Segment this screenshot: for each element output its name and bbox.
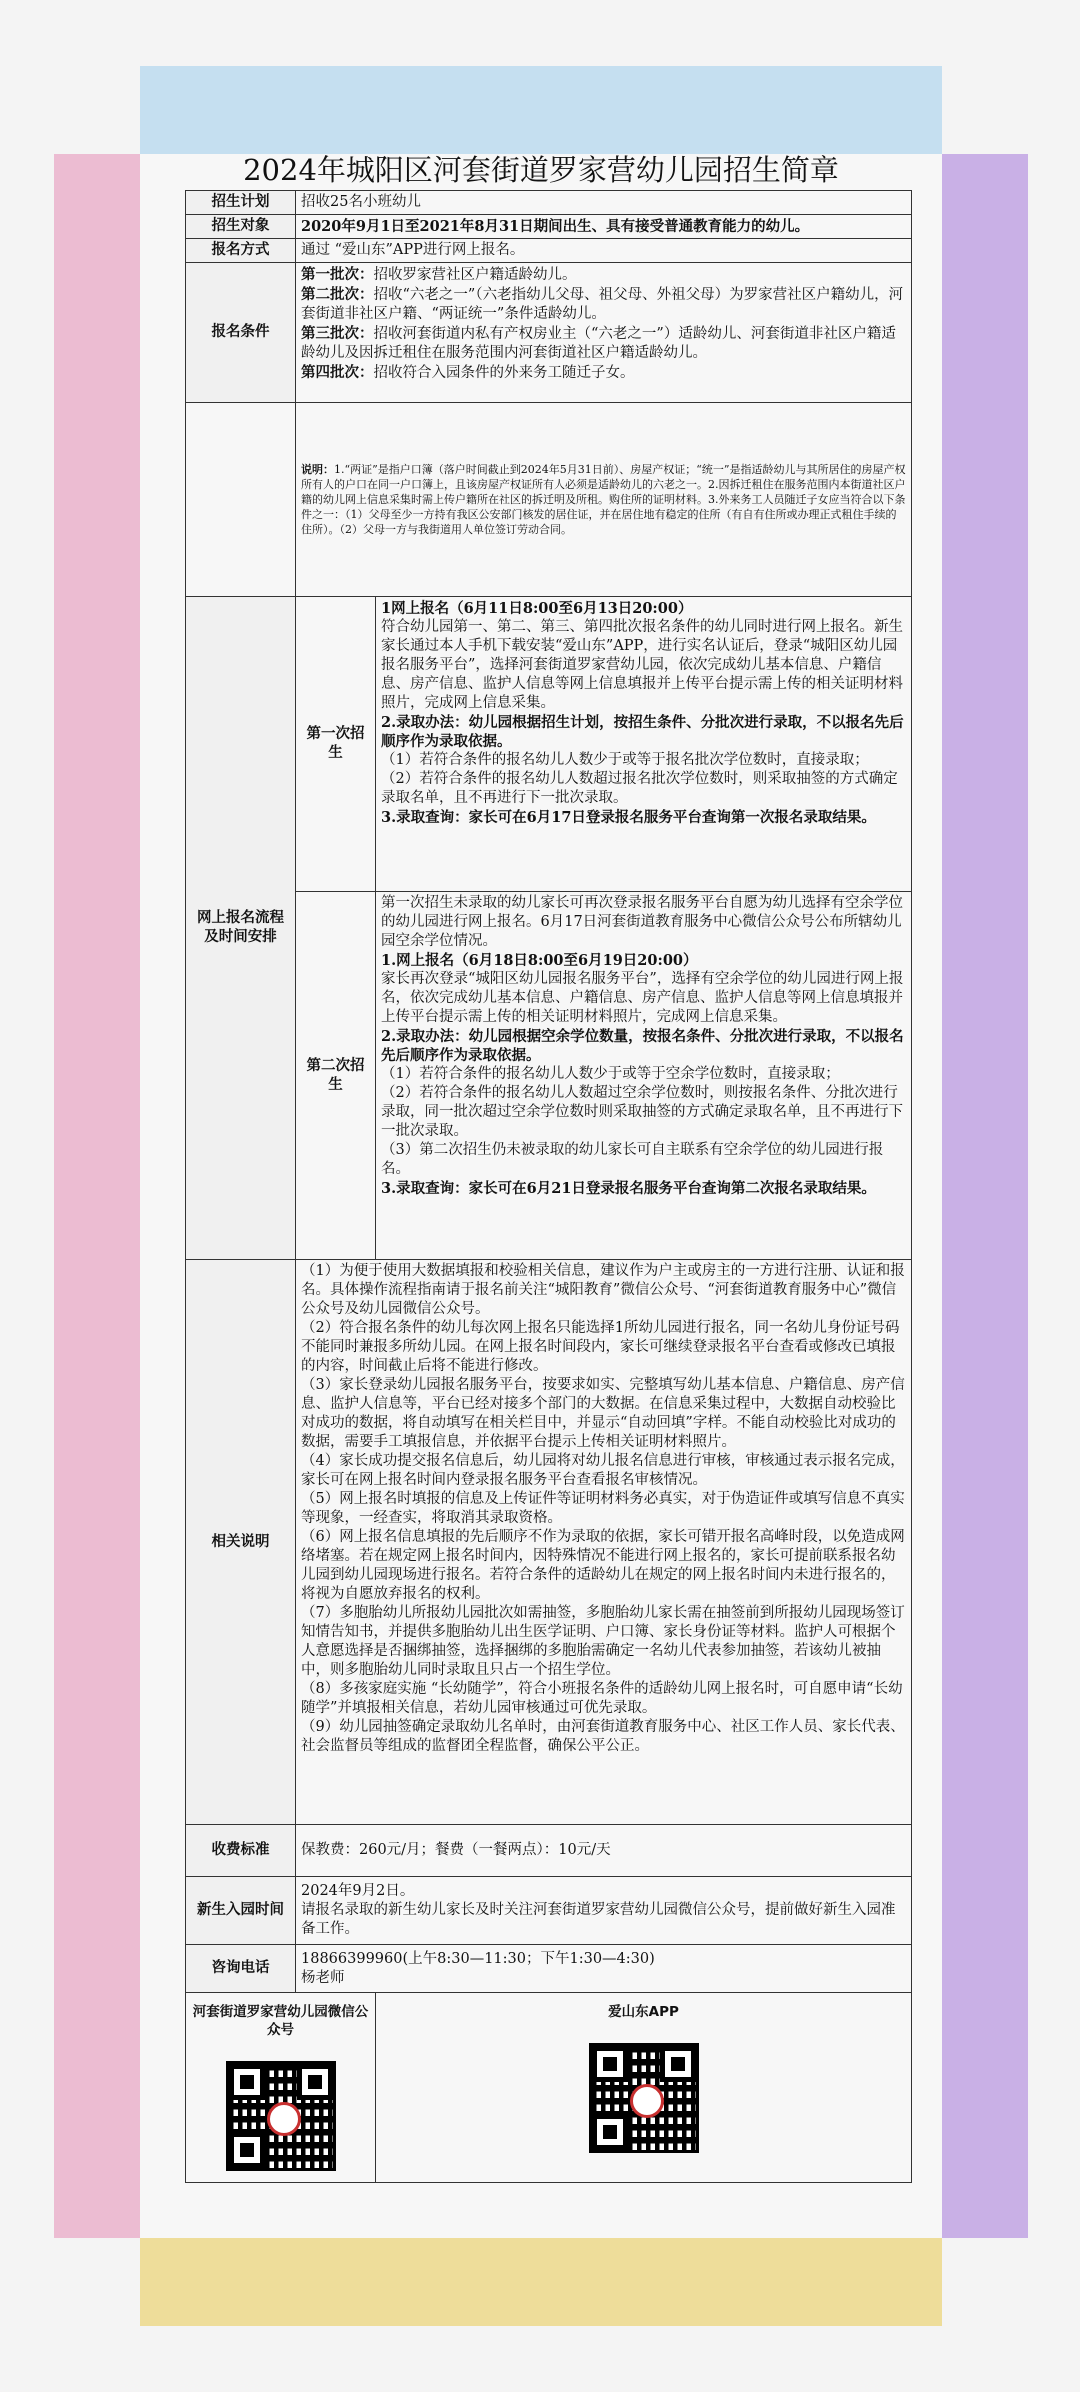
related-label: 相关说明 xyxy=(186,1260,296,1825)
target-label: 招生对象 xyxy=(186,215,296,239)
left-color-band xyxy=(54,154,140,2238)
fees-value: 保教费：260元/月；餐费（一餐两点）：10元/天 xyxy=(296,1825,912,1877)
contact-value xyxy=(296,1945,912,1993)
plan-label: 招生计划 xyxy=(186,191,296,215)
row-fees xyxy=(186,1825,912,1877)
process-label: 网上报名流程及时间安排 xyxy=(186,597,296,1260)
note-blank xyxy=(186,403,296,597)
right-color-band xyxy=(942,154,1028,2238)
related-item: （6）网上报名信息填报的先后顺序不作为录取的依据，家长可错开报名高峰时段，以免造成网络堵塞。若在规定网上报名时间内，因特殊情况不能进行网上报名的，家长可提前联系报名幼儿园到幼儿园现场进行报名。若符合条件的适龄幼儿在规定的网上报名时间内未进行报名的，将视为自愿放弃报名的权利。 xyxy=(301,1529,905,1602)
related-item: （2）符合报名条件的幼儿每次网上报名只能选择1所幼儿园进行报名，同一名幼儿身份证号码不能同时兼报多所幼儿园。在网上报名时间段内，家长可继续登录报名平台查看或修改已填报的内容，时间截止后将不能进行修改。 xyxy=(301,1320,900,1374)
entry-value: 2024年9月2日。 请报名录取的新生幼儿家长及时关注河套街道罗家营幼儿园微信公众号，提前做好新生入园准备工作。 xyxy=(296,1877,912,1945)
page-title: 2024年城阳区河套街道罗家营幼儿园招生简章 xyxy=(243,153,839,187)
batch-1: 第一批次：招收罗家营社区户籍适龄幼儿。 xyxy=(301,266,577,283)
conditions-note: 说明：1.“两证”是指户口簿（落户时间截止到2024年5月31日前）、房屋产权证；“统一”是指适龄幼儿与其所居住的房屋产权所有人的户口在同一户口簿上，且该房屋产权证所有人必须是适龄幼儿的六老之一。2.因拆迁租住在服务范围内本街道社区户籍的幼儿网上信息采集时需上传户籍所在社区的拆迁明及所租。购住所的证明材料。3.外来务工人员随迁子女应当符合以下条件之一：（1）父母至少一方持有我区公安部门核发的居住证，并在居住地有稳定的住所（有自有住所或办理正式租住手续的住所）。（2）父母一方与我街道用人单位签订劳动合同。 xyxy=(296,403,912,597)
related-item: （1）为便于使用大数据填报和校验相关信息，建议作为户主或房主的一方进行注册、认证和报名。具体操作流程指南请于报名前关注“城阳教育”微信公众号、“河套街道教育服务中心”微信公众号及幼儿园微信公众号。 xyxy=(301,1263,905,1317)
row-related xyxy=(186,1260,912,1825)
qr-right-cell xyxy=(376,1993,912,2183)
related-content xyxy=(296,1260,912,1825)
second-round-label: 第二次招生 xyxy=(296,892,376,1260)
row-conditions-note xyxy=(186,403,912,597)
related-item: （9）幼儿园抽签确定录取幼儿名单时，由河套街道教育服务中心、社区工作人员、家长代表、社会监督员等组成的监督团全程监督，确保公平公正。 xyxy=(301,1719,905,1754)
entry-label: 新生入园时间 xyxy=(186,1877,296,1945)
conditions-label: 报名条件 xyxy=(186,263,296,403)
batch-2: 第二批次：招收“六老之一”（六老指幼儿父母、祖父母、外祖父母）为罗家营社区户籍幼儿，河套街道非社区户籍、“两证统一”条件适龄幼儿。 xyxy=(301,286,904,322)
conditions-batches xyxy=(296,263,912,403)
related-item: （3）家长登录幼儿园报名服务平台，按要求如实、完整填写幼儿基本信息、户籍信息、房产信息、监护人信息等，平台已经对接多个部门的大数据。在信息采集过程中，大数据自动校验比对成功的数据，将自动填写在相关栏目中，并显示“自动回填”字样。不能自动校验比对成功的数据，需要手工填报信息，并依据平台提示上传相关证明材料照片。 xyxy=(301,1377,905,1450)
method-value: 通过 “爱山东”APP进行网上报名。 xyxy=(296,239,912,263)
row-qr xyxy=(186,1993,912,2183)
row-entry xyxy=(186,1877,912,1945)
wechat-qr-code xyxy=(226,2061,336,2171)
qr-left-cell xyxy=(186,1993,376,2183)
fees-label: 收费标准 xyxy=(186,1825,296,1877)
second-round-content: 第一次招生未录取的幼儿家长可再次登录报名服务平台自愿为幼儿选择有空余学位的幼儿园进行网上报名。6月17日河套街道教育服务中心微信公众号公布所辖幼儿园空余学位情况。 1.网上报名（6月18日8:00至6月19日20:00） 家长再次登录“城阳区幼儿园报名服务平台”，选择有空余学位的幼儿园进行网上报名，依次完成幼儿基本信息、户籍信息、房产信息、监护人信息等网上信息填报并上传平台提示需上传的相关证明材料照片，完成网上信息采集。 2.录取办法：幼儿园根据空余学位数量，按报名条件、分批次进行录取，不以报名先后顺序作为录取依据。 （1）若符合条件的报名幼儿人数少于或等于空余学位数时，直接录取； （2）若符合条件的报名幼儿人数超过空余学位数时，则按报名条件、分批次进行录取，同一批次超过空余学位数时则采取抽签的方式确定录取名单，且不再进行下一批次录取。 （3）第二次招生仍未被录取的幼儿家长可自主联系有空余学位的幼儿园进行报名。 3.录取查询：家长可在6月21日登录报名服务平台查询第二次报名录取结果。 xyxy=(376,892,912,1260)
bottom-color-band xyxy=(140,2238,942,2326)
top-color-band xyxy=(140,66,942,154)
related-item: （5）网上报名时填报的信息及上传证件等证明材料务必真实，对于伪造证件或填写信息不真实等现象，一经查实，将取消其录取资格。 xyxy=(301,1491,905,1526)
related-item: （7）多胞胎幼儿所报幼儿园批次如需抽签，多胞胎幼儿家长需在抽签前到所报幼儿园现场签订知情告知书，并提供多胞胎幼儿出生医学证明、户口簿、家长身份证等材料。监护人可根据个人意愿选择是否捆绑抽签，选择捆绑的多胞胎需确定一名幼儿代表参加抽签，若该幼儿被抽中，则多胞胎幼儿同时录取且只占一个招生学位。 xyxy=(301,1605,905,1678)
row-conditions xyxy=(186,263,912,403)
row-method xyxy=(186,239,912,263)
row-first-round xyxy=(186,597,912,892)
qr-right-label: 爱山东APP xyxy=(608,2004,679,2020)
enrollment-table xyxy=(185,190,912,2183)
target-value: 2020年9月1日至2021年8月31日期间出生、具有接受普通教育能力的幼儿。 xyxy=(296,215,912,239)
row-contact xyxy=(186,1945,912,1993)
plan-value: 招收25名小班幼儿 xyxy=(296,191,912,215)
batch-3: 第三批次：招收河套街道内私有产权房业主（“六老之一”）适龄幼儿、河套街道非社区户籍适龄幼儿及因拆迁租住在服务范围内河套街道社区户籍适龄幼儿。 xyxy=(301,325,896,361)
qr-left-label: 河套街道罗家营幼儿园微信公众号 xyxy=(192,2004,369,2038)
contact-label: 咨询电话 xyxy=(186,1945,296,1993)
first-round-label: 第一次招生 xyxy=(296,597,376,892)
first-round-content: 1网上报名（6月11日8:00至6月13日20:00） 符合幼儿园第一、第二、第三、第四批次报名条件的幼儿同时进行网上报名。新生家长通过本人手机下载安装“爱山东”APP，进行实名认证后，登录“城阳区幼儿园报名服务平台”，选择河套街道罗家营幼儿园，依次完成幼儿基本信息、户籍信息、房产信息、监护人信息等网上信息填报并上传平台提示需上传的相关证明材料照片，完成网上信息采集。 2.录取办法：幼儿园根据招生计划，按招生条件、分批次进行录取，不以报名先后顺序作为录取依据。 （1）若符合条件的报名幼儿人数少于或等于报名批次学位数时，直接录取； （2）若符合条件的报名幼儿人数超过报名批次学位数时，则采取抽签的方式确定录取名单，且不再进行下一批次录取。 3.录取查询：家长可在6月17日登录报名服务平台查询第一次报名录取结果。 xyxy=(376,597,912,892)
contact-person: 杨老师 xyxy=(301,1969,345,1986)
batch-4: 第四批次：招收符合入园条件的外来务工随迁子女。 xyxy=(301,364,635,381)
related-item: （4）家长成功提交报名信息后，幼儿园将对幼儿报名信息进行审核，审核通过表示报名完成，家长可在网上报名时间内登录报名服务平台查看报名审核情况。 xyxy=(301,1453,905,1488)
related-item: （8）多孩家庭实施 “长幼随学”，符合小班报名条件的适龄幼儿网上报名时，可自愿申请“长幼随学”并填报相关信息，若幼儿园审核通过可优先录取。 xyxy=(301,1681,903,1716)
app-qr-code xyxy=(589,2043,699,2153)
method-label: 报名方式 xyxy=(186,239,296,263)
row-plan xyxy=(186,191,912,215)
contact-phone: 18866399960(上午8:30—11:30；下午1:30—4:30) xyxy=(301,1950,655,1967)
row-target xyxy=(186,215,912,239)
